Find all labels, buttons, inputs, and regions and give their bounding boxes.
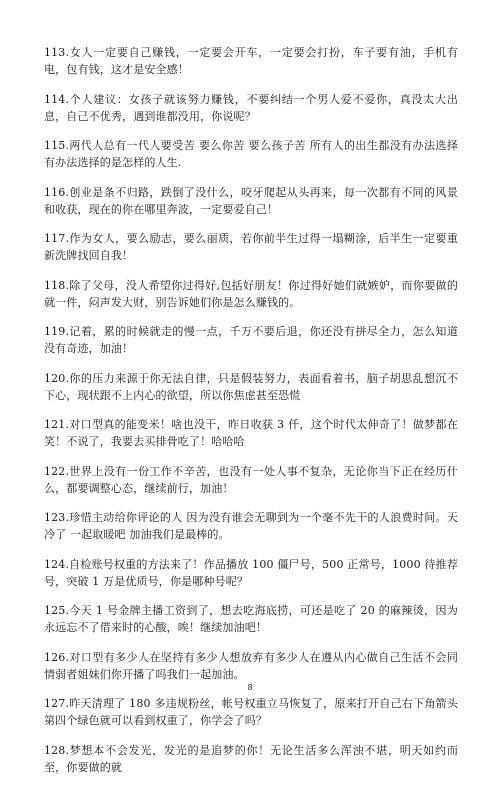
entry-126: 126.对口型有多少人在坚持有多少人想放弃有多少人在遵从内心做自己生活不会同情弱者姐妹们你开播了吗我们一起加油。 xyxy=(44,650,458,681)
entry-124: 124.自检账号权重的方法来了！作品播放 100 僵尸号，500 正常号，1000 待推荐号，突破 1 万是优质号，你是哪种号呢？ xyxy=(44,557,458,588)
entry-115: 115.两代人总有一代人要受苦 要么你苦 要么孩子苦 所有人的出生都没有办法选择 有办法选择的是怎样的人生. xyxy=(44,139,458,169)
page-number: 8 xyxy=(247,683,253,692)
entry-117: 117.作为女人，要么励志，要么丽质，若你前半生过得一塌糊涂，后半生一定要重新洗牌找回自我！ xyxy=(44,232,458,262)
entry-121: 121.对口型真的能变米！啥也没干，昨日收获 3 仟，这个时代太伸奇了！做梦都在笑！不说了，我要去买排骨吃了！哈哈哈 xyxy=(44,418,458,448)
entry-120: 120.你的压力来源于你无法自律，只是假装努力，表面看着书，脑子胡思乱想沉不下心，现状跟不上内心的欲望，所以你焦虑甚至恐慌 xyxy=(44,371,458,402)
entry-125: 125.今天 1 号金牌主播工资到了，想去吃海底捞，可还是吃了 20 的麻辣烫，因为永远忘不了借来时的心酸，唉！继续加油吧！ xyxy=(44,604,458,634)
entry-128: 128.梦想本不会发光，发光的是追梦的你！无论生活多么浑浊不堪，明天如约而至，你要做的就 xyxy=(44,743,458,774)
entry-114: 114.个人建议：女孩子就该努力赚钱，不要纠结一个男人爱不爱你，真没太大出息，自己不优秀，遇到谁都没用，你说呢？ xyxy=(44,92,458,123)
entry-list xyxy=(44,44,458,788)
entry-123: 123.珍惜主动给你评论的人 因为没有谁会无聊到为一个毫不先干的人浪费时间。天冷了 一起取暖吧 加油我们是最棒的。 xyxy=(44,511,458,541)
entry-118: 118.除了父母，没人希望你过得好,包括好朋友！你过得好她们就嫉妒，而你要做的就一件，闷声发大财，别告诉她们你是怎么赚钱的。 xyxy=(44,278,458,309)
entry-116: 116.创业是条不归路，跌倒了没什么，咬牙爬起从头再来，每一次都有不同的风景和收获，现在的你在哪里奔波，一定要爱自己！ xyxy=(44,185,458,216)
entry-119: 119.记着，累的时候就走的慢一点，千万不要后退，你还没有拼尽全力，怎么知道没有奇迹，加油！ xyxy=(44,325,458,355)
entry-127: 127.昨天清理了 180 多违规粉丝，帐号权重立马恢复了，原来打开自己右下角箭头第四个绿色就可以看到权重了，你学会了吗？ xyxy=(44,697,458,727)
entry-113: 113.女人一定要自己赚钱，一定要会开车，一定要会打扮，车子要有油，手机有电，包有钱，这才是安全感！ xyxy=(44,46,458,76)
entry-122: 122.世界上没有一份工作不辛苦，也没有一处人事不复杂，无论你当下正在经历什么，都要调整心态，继续前行，加油！ xyxy=(44,464,458,495)
